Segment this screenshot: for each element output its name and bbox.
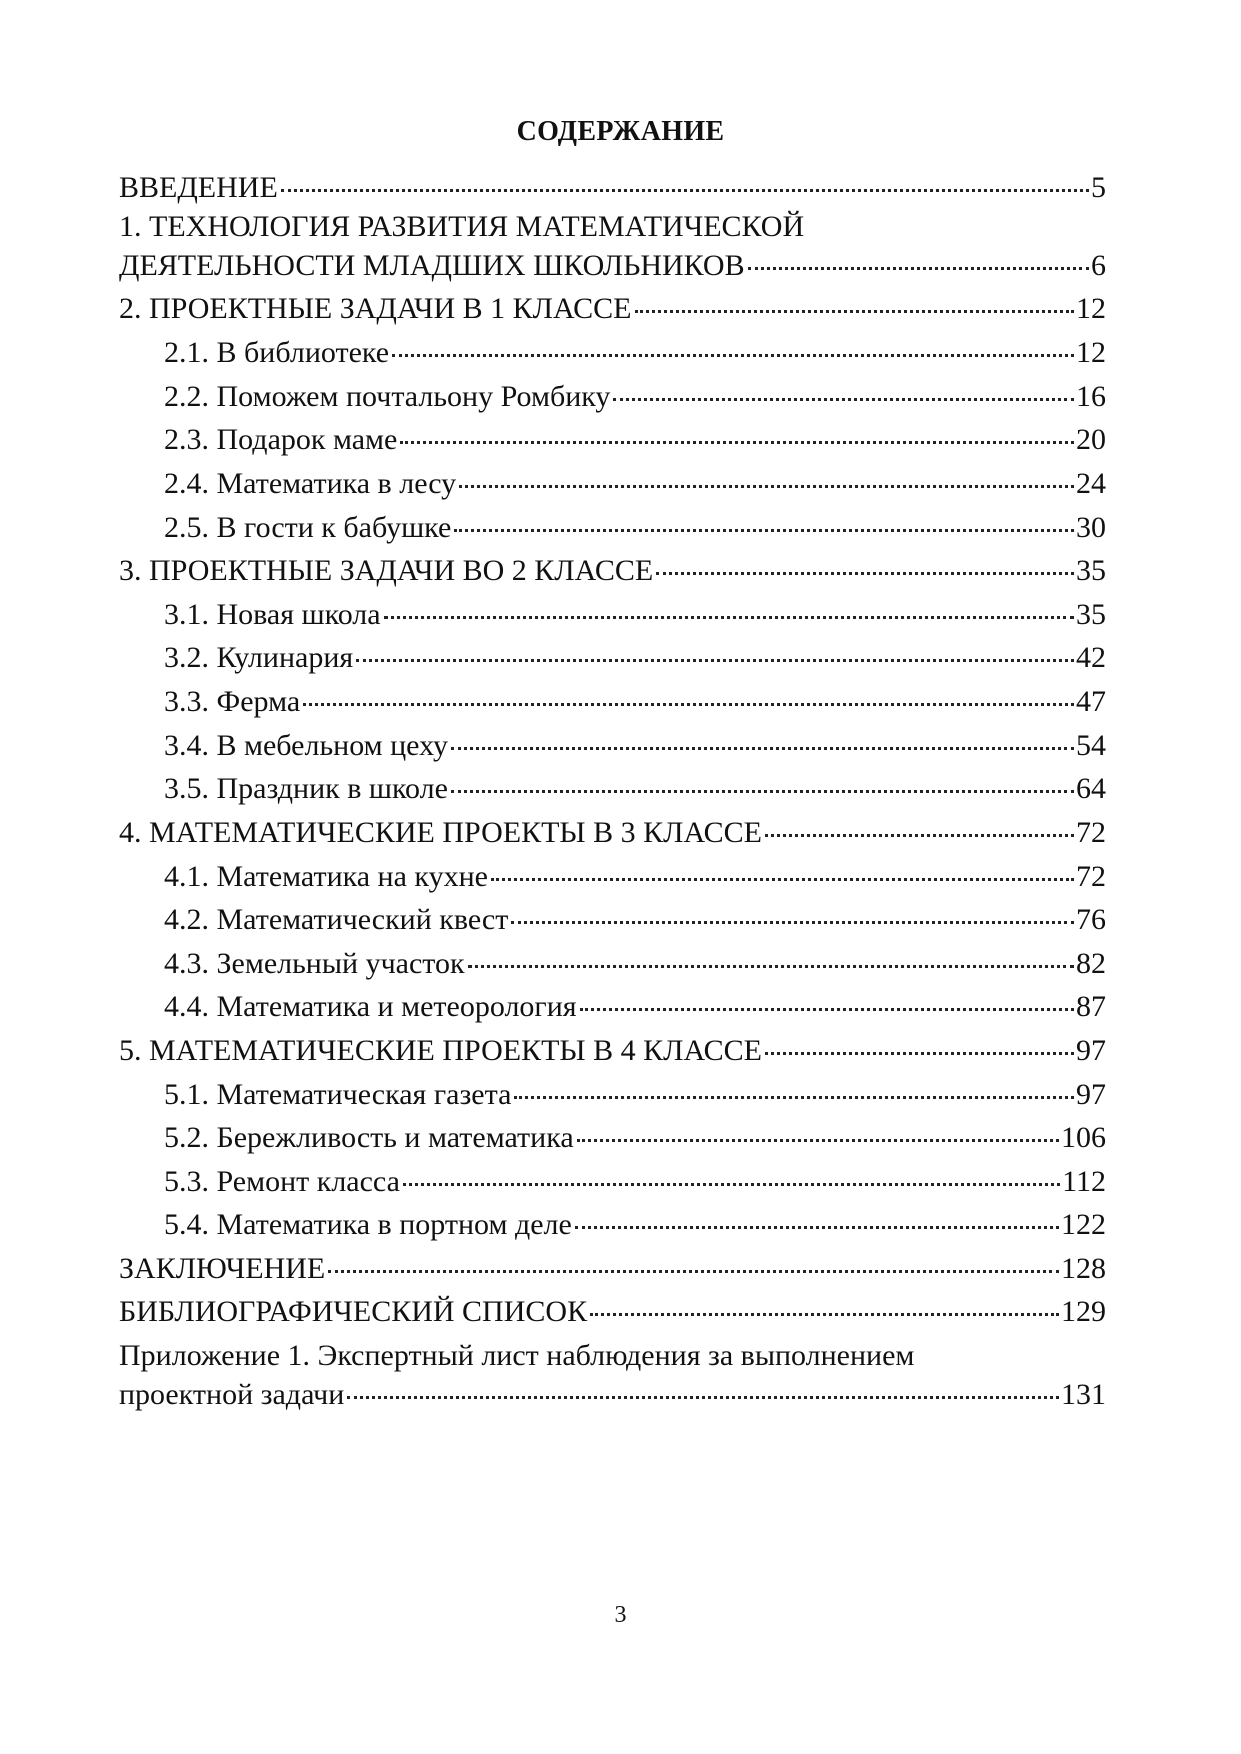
- dot-leader: [347, 1396, 1059, 1399]
- dot-leader: [400, 441, 1074, 444]
- toc-entry-text: ДЕЯТЕЛЬНОСТИ МЛАДШИХ ШКОЛЬНИКОВ: [119, 249, 745, 282]
- dot-leader: [580, 1008, 1074, 1011]
- toc-entry-page: 128: [1061, 1252, 1106, 1285]
- toc-entry-section-3-1[interactable]: [164, 595, 1106, 634]
- toc-entry-chapter-5[interactable]: [119, 1031, 1106, 1070]
- dot-leader: [451, 790, 1074, 793]
- toc-entry-chapter-4[interactable]: [119, 813, 1106, 852]
- toc-entry-text: 4.4. Математика и метеорология: [164, 990, 577, 1023]
- toc-entry-page: 129: [1061, 1295, 1106, 1328]
- toc-entry-page: 131: [1061, 1378, 1106, 1411]
- toc-entry-text: ВВЕДЕНИЕ: [119, 171, 278, 204]
- toc-entry-text: 3.3. Ферма: [164, 685, 301, 718]
- dot-leader: [635, 310, 1074, 313]
- toc-entry-section-2-1[interactable]: [164, 333, 1106, 372]
- toc-entry-text: 5.1. Математическая газета: [164, 1078, 512, 1111]
- toc-entry-text: 3.1. Новая школа: [164, 598, 381, 631]
- toc-entry-text: 2.4. Математика в лесу: [164, 467, 457, 500]
- toc-entry-text: 5.2. Бережливость и математика: [164, 1121, 574, 1154]
- toc-entry-text: 5. МАТЕМАТИЧЕСКИЕ ПРОЕКТЫ В 4 КЛАССЕ: [119, 1034, 762, 1067]
- toc-entry-page: 24: [1076, 467, 1106, 500]
- toc-entry-section-2-5[interactable]: [164, 508, 1106, 547]
- dot-leader: [514, 1096, 1074, 1099]
- toc-entry-section-3-5[interactable]: [164, 769, 1106, 808]
- toc-entry-page: 12: [1076, 292, 1106, 325]
- toc-entry-page: 82: [1076, 947, 1106, 980]
- dot-leader: [281, 189, 1089, 192]
- dot-leader: [748, 267, 1089, 270]
- toc-entry-page: 20: [1076, 423, 1106, 456]
- dot-leader: [451, 747, 1074, 750]
- toc-entry-section-3-4[interactable]: [164, 726, 1106, 765]
- dot-leader: [392, 354, 1074, 357]
- toc-entry-page: 112: [1062, 1165, 1106, 1198]
- dot-leader: [575, 1226, 1059, 1229]
- dot-leader: [459, 485, 1074, 488]
- dot-leader: [403, 1183, 1060, 1186]
- toc-entry-text: 3. ПРОЕКТНЫЕ ЗАДАЧИ ВО 2 КЛАССЕ: [119, 554, 654, 587]
- toc-entry-page: 54: [1076, 729, 1106, 762]
- toc-entry-section-3-3[interactable]: [164, 682, 1106, 721]
- toc-entry-chapter-1[interactable]: [119, 210, 1106, 285]
- toc-title: СОДЕРЖАНИЕ: [516, 116, 725, 147]
- toc-entry-text: 2.3. Подарок маме: [164, 423, 398, 456]
- dot-leader: [765, 834, 1074, 837]
- toc-entry-text: 5.3. Ремонт класса: [164, 1165, 400, 1198]
- toc-entry-section-4-1[interactable]: [164, 857, 1106, 896]
- toc-entry-page: 16: [1076, 380, 1106, 413]
- toc-entry-section-2-2[interactable]: [164, 377, 1106, 416]
- toc-entry-appendix-1[interactable]: [119, 1339, 1106, 1414]
- toc-entry-page: 72: [1076, 860, 1106, 893]
- toc-entry-page: 106: [1061, 1121, 1106, 1154]
- dot-leader: [356, 659, 1074, 662]
- toc-entry-text: БИБЛИОГРАФИЧЕСКИЙ СПИСОК: [119, 1295, 588, 1328]
- toc-entry-page: 35: [1076, 554, 1106, 587]
- dot-leader: [511, 921, 1074, 924]
- toc-entry-page: 6: [1091, 249, 1106, 282]
- toc-entry-conclusion[interactable]: [119, 1249, 1106, 1288]
- toc-entry-chapter-2[interactable]: [119, 289, 1106, 328]
- toc-entry-page: 76: [1076, 903, 1106, 936]
- dot-leader: [613, 398, 1074, 401]
- toc-entry-introduction[interactable]: [119, 168, 1106, 207]
- dot-leader: [577, 1139, 1059, 1142]
- dot-leader: [454, 529, 1074, 532]
- toc-entry-text: 3.4. В мебельном цеху: [164, 729, 448, 762]
- toc-entry-text: 4.1. Математика на кухне: [164, 860, 488, 893]
- toc-entry-section-5-3[interactable]: [164, 1162, 1106, 1201]
- toc-entry-page: 47: [1076, 685, 1106, 718]
- dot-leader: [491, 878, 1074, 881]
- toc-entry-text-line1: Приложение 1. Экспертный лист наблюдения за выполнением: [119, 1339, 915, 1372]
- dot-leader: [656, 572, 1074, 575]
- toc-entry-text: 3.2. Кулинария: [164, 641, 354, 674]
- toc-entry-text: 2.2. Поможем почтальону Ромбику: [164, 380, 611, 413]
- toc-entry-page: 12: [1076, 336, 1106, 369]
- toc-entry-page: 64: [1076, 772, 1106, 805]
- dot-leader: [303, 703, 1074, 706]
- toc-entry-page: 97: [1076, 1078, 1106, 1111]
- toc-entry-page: 35: [1076, 598, 1106, 631]
- toc-entry-bibliography[interactable]: [119, 1292, 1106, 1331]
- toc-entry-text: ЗАКЛЮЧЕНИЕ: [119, 1252, 326, 1285]
- toc-entry-text: 4.2. Математический квест: [164, 903, 509, 936]
- dot-leader: [384, 616, 1074, 619]
- toc-entry-section-2-3[interactable]: [164, 420, 1106, 459]
- toc-entry-text: 3.5. Праздник в школе: [164, 772, 448, 805]
- toc-entry-page: 5: [1091, 171, 1106, 204]
- toc-entry-page: 87: [1076, 990, 1106, 1023]
- toc-entry-text: 5.4. Математика в портном деле: [164, 1208, 572, 1241]
- dot-leader: [590, 1313, 1059, 1316]
- page-number: 3: [614, 1602, 627, 1628]
- toc-entry-section-5-2[interactable]: [164, 1118, 1106, 1157]
- toc-entry-chapter-3[interactable]: [119, 551, 1106, 590]
- toc-entry-text: 4.3. Земельный участок: [164, 947, 465, 980]
- toc-entry-text: 2.5. В гости к бабушке: [164, 511, 452, 544]
- toc-entry-text: 4. МАТЕМАТИЧЕСКИЕ ПРОЕКТЫ В 3 КЛАССЕ: [119, 816, 762, 849]
- toc-entry-text-line1: 1. ТЕХНОЛОГИЯ РАЗВИТИЯ МАТЕМАТИЧЕСКОЙ: [119, 210, 805, 243]
- toc-entry-page: 72: [1076, 816, 1106, 849]
- toc-entry-section-5-4[interactable]: [164, 1205, 1106, 1244]
- toc-entry-text: 2.1. В библиотеке: [164, 336, 390, 369]
- toc-entry-section-4-3[interactable]: [164, 944, 1106, 983]
- dot-leader: [468, 965, 1074, 968]
- toc-entry-section-4-2[interactable]: [164, 900, 1106, 939]
- toc-entry-page: 97: [1076, 1034, 1106, 1067]
- dot-leader: [765, 1052, 1074, 1055]
- toc-entry-page: 122: [1061, 1208, 1106, 1241]
- toc-entry-section-3-2[interactable]: [164, 638, 1106, 677]
- toc-entry-section-5-1[interactable]: [164, 1075, 1106, 1114]
- toc-entry-text: 2. ПРОЕКТНЫЕ ЗАДАЧИ В 1 КЛАССЕ: [119, 292, 632, 325]
- toc-entry-section-2-4[interactable]: [164, 464, 1106, 503]
- toc-entry-page: 30: [1076, 511, 1106, 544]
- toc-entry-text: проектной задачи: [119, 1378, 345, 1411]
- toc-entry-page: 42: [1076, 641, 1106, 674]
- dot-leader: [328, 1270, 1059, 1273]
- toc-entry-section-4-4[interactable]: [164, 987, 1106, 1026]
